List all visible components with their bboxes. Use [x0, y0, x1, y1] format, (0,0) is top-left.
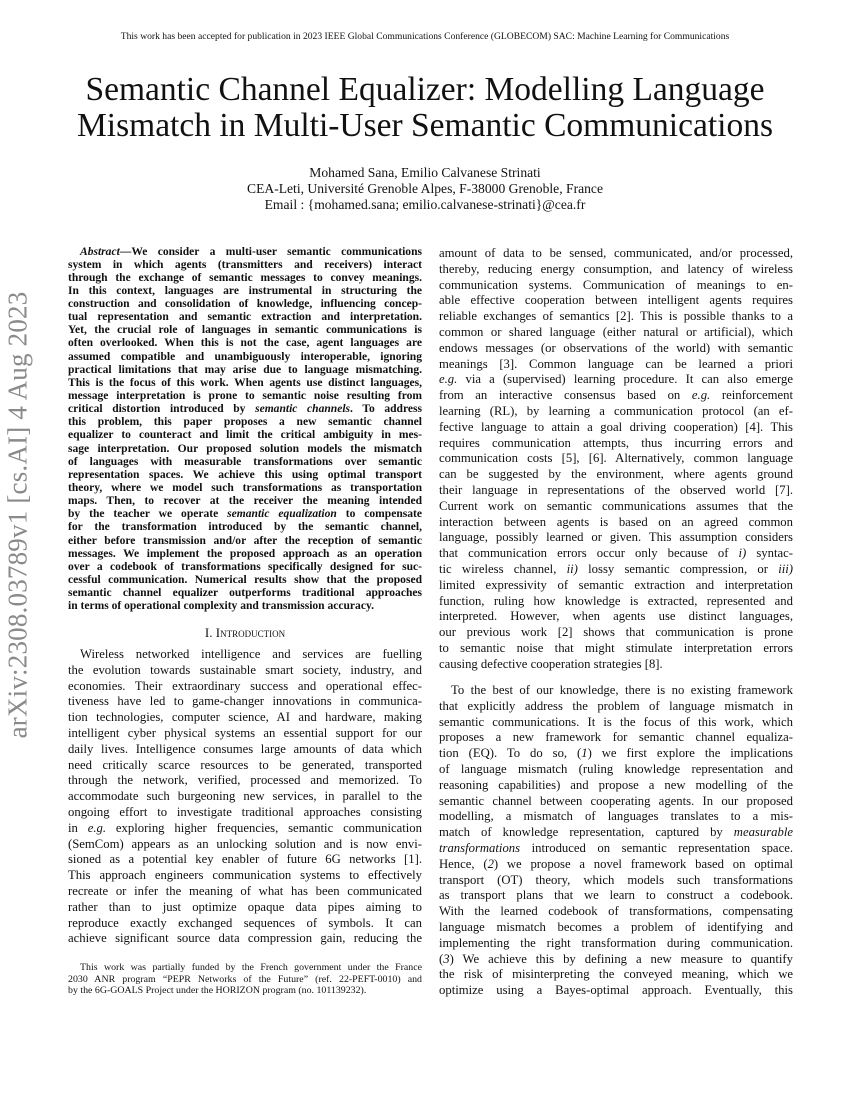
text-line [439, 293, 793, 309]
text-line [68, 298, 422, 311]
text-line [68, 364, 422, 377]
text-run: often overlooked. When this is not the case, agent languages are [68, 337, 422, 350]
text-line [439, 341, 793, 357]
text-line [439, 309, 793, 325]
text-run: proposes a new framework for semantic channel equaliza- [439, 730, 793, 745]
text-line [68, 587, 422, 600]
author-names: Mohamed Sana, Emilio Calvanese Strinati [309, 165, 541, 180]
title-line: Semantic Channel Equalizer: Modelling Language [85, 71, 765, 108]
text-run: achieve significant source data compression gain, reducing the [68, 931, 422, 946]
text-line [439, 246, 793, 262]
text-run: through the network, verified, processed and memorized. To [68, 773, 422, 788]
text-run: rather than to just optimize opaque data pipes aiming to [68, 899, 422, 914]
text-run: economies. Their extraordinary success and operational effec- [68, 678, 422, 693]
text-line [439, 857, 793, 873]
italic-text-run: 1 [581, 746, 588, 761]
text-run: semantic communications. It is the focus of this work, which [439, 714, 793, 729]
text-line [68, 931, 422, 947]
text-line [68, 962, 422, 974]
text-line [68, 574, 422, 587]
abstract [68, 246, 422, 614]
italic-text-run: i) [738, 546, 747, 561]
text-run: interaction between agents is based on an agreed common [439, 514, 793, 529]
italic-text-run: e.g. [691, 388, 711, 403]
text-run: learning (RL), by learning a communication protocol (an ef- [439, 403, 793, 418]
text-run: by the 6G-GOALS Project under the HORIZON program (no. 101139232). [68, 985, 367, 997]
text-line [439, 730, 793, 746]
text-line [439, 436, 793, 452]
text-run: Hence, ( [439, 856, 488, 871]
text-line [68, 852, 422, 868]
text-run: transport (OT) theory, which models such transformations [439, 872, 793, 887]
text-run: construction and consolidation of knowledge, influencing concep- [68, 298, 422, 311]
text-line [68, 694, 422, 710]
text-run: assumed compatible and unambiguously interoperable, ignoring [68, 350, 422, 363]
text-line [68, 985, 422, 997]
text-run: thereby, reducing energy consumption, and latency of wireless [439, 261, 793, 276]
text-line [68, 390, 422, 403]
text-line [68, 789, 422, 805]
text-run: to compensate [336, 508, 422, 521]
text-line [439, 594, 793, 610]
text-run: need critically scarce resources to be generated, transported [68, 757, 422, 772]
text-run: reinforcement [710, 388, 794, 403]
text-run: endows messages (or observations of the world) with semantic [439, 340, 793, 355]
text-run: syntac- [746, 546, 793, 561]
italic-text-run: Abstract [80, 245, 120, 258]
text-line [439, 499, 793, 515]
text-run: exploring higher frequencies, semantic communication [106, 820, 422, 835]
text-run: as transport plans that we learn to construct a codebook. [439, 888, 793, 903]
italic-text-run: 2 [487, 856, 494, 871]
text-run: Current work on semantic communications assumes that the [439, 498, 793, 513]
text-line [439, 952, 793, 968]
text-run: This is the focus of this work. When agents use distinct languages, [68, 376, 422, 389]
text-line [439, 262, 793, 278]
text-run: theory, where we model such transformations as transportation [68, 482, 422, 495]
text-run: interpreted. However, when agents use distinct languages, [439, 609, 793, 624]
text-line [68, 456, 422, 469]
text-run: ) we first explore the implications [587, 746, 793, 761]
text-line [68, 259, 422, 272]
text-run: recreate or infer the meaning of what has been communicated [68, 883, 422, 898]
text-line [439, 904, 793, 920]
text-line [439, 825, 793, 841]
text-run: language mismatch becomes a problem of identifying and [439, 919, 793, 934]
text-run: implementing the right transformation during communication. [439, 935, 793, 950]
text-line [68, 443, 422, 456]
text-run: Wireless networked intelligence and services are fuelling [80, 647, 422, 661]
text-run: this problem, this paper proposes a new semantic channel [68, 416, 422, 429]
text-run: communication costs [5], [6]. Alternatively, common language [439, 451, 793, 466]
italic-text-run: e.g. [87, 820, 107, 835]
italic-text-run: 3 [443, 951, 450, 966]
text-run: our previous work [2] shows that communication is prone [439, 625, 793, 640]
text-line [68, 429, 422, 442]
text-run: introduced on semantic representation space. [520, 840, 793, 855]
text-run: their language in representations of the observed world [7]. [439, 482, 793, 497]
text-run: tiveness have led to game-changer innovations in communica- [68, 694, 422, 709]
text-run: ongoing effort to investigate traditional approaches consisting [68, 804, 422, 819]
text-run: sage interpretation. Our proposed solution models the mismatch [68, 442, 422, 455]
text-run: able effective cooperation between intelligent agents requires [439, 293, 793, 308]
text-line [439, 699, 793, 715]
text-line [68, 916, 422, 932]
text-run: —We consider a multi-user semantic communications [119, 245, 422, 258]
italic-text-run: semantic channels [255, 403, 351, 416]
text-line [68, 821, 422, 837]
text-line [439, 809, 793, 825]
arxiv-stamp-text: arXiv:2308.03789v1 [cs.AI] 4 Aug 2023 [2, 291, 33, 739]
text-line [68, 837, 422, 853]
italic-text-run: iii) [778, 561, 793, 576]
text-line [68, 469, 422, 482]
text-run: through the exchange of semantic messages to convey meanings. [68, 271, 422, 284]
text-line [439, 325, 793, 341]
text-line [68, 600, 422, 613]
text-line [68, 482, 422, 495]
text-line [439, 467, 793, 483]
text-line [439, 967, 793, 983]
text-run: modelling, a mismatch of languages translates to a mis- [439, 809, 793, 824]
text-line [68, 548, 422, 561]
text-run: by the teacher we operate [68, 508, 228, 521]
text-line [439, 778, 793, 794]
text-line [439, 404, 793, 420]
text-run: message interpretation is prone to semantic noise resulting from [68, 390, 422, 403]
text-line [68, 495, 422, 508]
text-line [68, 337, 422, 350]
text-line [68, 742, 422, 758]
text-run: semantic channel equalizer outperforms traditional approaches [68, 587, 422, 600]
text-line [439, 562, 793, 578]
text-run: communication systems. Communication of meanings to en- [439, 277, 793, 292]
text-run: amount of data to be sensed, communicated, and/or processed, [439, 246, 793, 260]
text-line [68, 710, 422, 726]
text-run: messages. We implement the proposed approach as an operation [68, 547, 422, 560]
text-line [68, 647, 422, 663]
intro-paragraph [68, 647, 422, 947]
text-run: daily lives. Intelligence consumes large amounts of data which [68, 741, 422, 756]
italic-text-run: semantic equalization [227, 508, 337, 521]
text-run: intelligent cyber physical systems an essential support for our [68, 725, 422, 740]
text-run: either before transmission and/or after the reception of semantic [68, 534, 422, 547]
text-line [68, 535, 422, 548]
text-run: can be suggested by the environment, where agents ground [439, 467, 793, 482]
text-run: function, ruling how knowledge is extracted, represented and [439, 593, 793, 608]
paper-title [0, 72, 850, 143]
text-line [439, 920, 793, 936]
text-line [68, 663, 422, 679]
text-line [439, 372, 793, 388]
text-run: in [68, 820, 88, 835]
text-line [439, 936, 793, 952]
text-line [439, 715, 793, 731]
text-run: This work was partially funded by the French government under the France [80, 962, 422, 973]
text-line [439, 278, 793, 294]
text-run: optimize using a Bayes-optimal approach. Eventually, this [439, 983, 793, 998]
text-line [439, 873, 793, 889]
right-column-paragraph-2 [439, 683, 793, 999]
text-run: ( [439, 951, 444, 966]
text-run: tual representation and semantic extraction and interpretation. [68, 311, 422, 324]
text-line [439, 625, 793, 641]
text-run: meanings [3]. Common language can be learned a priori [439, 356, 793, 371]
text-run: equalizer to counteract and limit the critical ambiguity in mes- [68, 429, 422, 442]
publication-note: This work has been accepted for publication in 2023 IEEE Global Communications Conference (GLOBECOM) SAC: Machine Learning for Communications [120, 31, 730, 42]
text-line [439, 388, 793, 404]
text-run: With the learned codebook of transformations, compensating [439, 904, 793, 919]
text-run: language, possibly learned or given. This assumption considers [439, 530, 793, 545]
text-line [439, 515, 793, 531]
text-line [68, 272, 422, 285]
text-line [68, 805, 422, 821]
text-run: lossy semantic compression, or [577, 561, 779, 576]
text-line [439, 762, 793, 778]
text-line [439, 578, 793, 594]
text-run: cessful communication. Numerical results show that the proposed [68, 574, 422, 587]
text-run: reasoning capabilities) and propose a new modelling of the [439, 777, 793, 792]
text-run: sioned as a potential key enabler of future 6G networks [1]. [68, 852, 422, 867]
text-line [68, 311, 422, 324]
text-run: to semantic noise that might stimulate interpretation errors [439, 640, 793, 655]
text-run: tic wireless channel, [439, 561, 567, 576]
text-line [68, 900, 422, 916]
text-line [439, 451, 793, 467]
text-line [439, 794, 793, 810]
author-email: Email : {mohamed.sana; emilio.calvanese-strinati}@cea.fr [264, 197, 586, 212]
funding-footnote [68, 962, 422, 997]
text-run: 2030 ANR program “PEPR Networks of the Future” (ref. 22-PEFT-0010) and [68, 973, 422, 985]
italic-text-run: transformations [439, 840, 521, 855]
text-line [68, 285, 422, 298]
text-run: in terms of operational complexity and transmission accuracy. [68, 600, 374, 613]
text-line [68, 679, 422, 695]
text-line [68, 508, 422, 521]
text-run: practical limitations that may arise due to language mismatching. [68, 363, 422, 376]
text-line [68, 416, 422, 429]
text-line [439, 641, 793, 657]
author-block [0, 165, 850, 213]
text-line [68, 758, 422, 774]
text-line [68, 351, 422, 364]
text-run: accommodate such burgeoning new services, in parallel to the [68, 789, 422, 804]
text-run: reliable exchanges of semantics [2]. This is possible thanks to a [439, 309, 793, 324]
text-run: over a codebook of transformations specifically designed for suc- [68, 560, 422, 573]
text-run: from an interactive consensus based on [439, 388, 692, 403]
text-line [68, 561, 422, 574]
text-line [439, 483, 793, 499]
text-line [439, 530, 793, 546]
text-line [439, 609, 793, 625]
text-run: of language mismatch (ruling knowledge representation and [439, 761, 793, 776]
text-run: In this context, languages are instrumental in structuring the [68, 284, 422, 297]
right-column-paragraph-1 [439, 246, 793, 673]
text-run: ) we propose a novel framework based on optimal [493, 856, 793, 871]
text-line [68, 521, 422, 534]
text-run: (SemCom) appears as an unlocking solution and is now envi- [68, 836, 422, 851]
text-line [439, 746, 793, 762]
text-line [68, 974, 422, 986]
text-run: the evolution towards sustainable smart society, industry, and [68, 662, 422, 677]
title-line: Mismatch in Multi-User Semantic Communications [77, 106, 773, 144]
text-line [439, 357, 793, 373]
text-run: of languages with measurable transformations over semantic [68, 455, 422, 468]
section-heading-introduction: I. Introduction [204, 625, 286, 640]
text-run: . To address [350, 403, 422, 416]
text-line [68, 884, 422, 900]
text-line [68, 773, 422, 789]
text-run: This approach engineers communication systems to effectively [68, 868, 422, 883]
text-run: semantic channel between cooperating agents. In our proposed [439, 793, 793, 808]
text-line [439, 841, 793, 857]
author-affiliation: CEA-Leti, Université Grenoble Alpes, F-38000 Grenoble, France [247, 181, 603, 196]
text-line [439, 888, 793, 904]
text-run: for the transformation introduced by the semantic channel, [68, 521, 422, 534]
italic-text-run: e.g. [439, 372, 458, 387]
text-run: To the best of our knowledge, there is no existing framework [451, 683, 793, 697]
text-line [68, 403, 422, 416]
text-run: fective language to attain a goal driving cooperation) [4]. This [439, 419, 793, 434]
text-run: tion technologies, computer science, AI and hardware, making [68, 710, 422, 725]
text-run: common or shared language (either natural or artificial), which [439, 324, 793, 339]
text-line [68, 324, 422, 337]
italic-text-run: measurable [733, 825, 793, 840]
text-line [439, 546, 793, 562]
text-run: match of knowledge representation, captured by [439, 825, 734, 840]
text-run: Yet, the crucial role of languages in semantic communications is [68, 324, 422, 337]
text-line [439, 420, 793, 436]
text-line [439, 983, 793, 999]
text-run: requires communication attempts, thus incurring errors and [439, 435, 793, 450]
text-run: the risk of misinterpreting the conveyed meaning, which we [439, 967, 793, 982]
text-run: limited expressivity of semantic extraction and interpretation [439, 577, 793, 592]
text-line [68, 246, 422, 259]
text-run: ) We achieve this by defining a new measure to quantify [449, 951, 793, 966]
text-run: tion (EQ). To do so, ( [439, 746, 582, 761]
italic-text-run: ii) [566, 561, 578, 576]
text-run: critical distortion introduced by [68, 403, 256, 416]
text-run: causing defective cooperation strategies [8]. [439, 656, 663, 671]
text-run: via a (supervised) learning procedure. It can also emerge [457, 372, 793, 387]
text-run: that explicitly address the problem of language mismatch in [439, 698, 793, 713]
text-run: system in which agents (transmitters and receivers) interact [68, 258, 422, 271]
text-line [68, 377, 422, 390]
text-run: maps. Then, to recover at the receiver the meaning intended [68, 495, 422, 508]
text-run: that communication errors occur only because of [439, 546, 739, 561]
text-run: representation spaces. We achieve this using optimal transport [68, 468, 422, 481]
text-run: reproduce exactly exchanged sequences of symbols. It can [68, 915, 422, 930]
text-line [439, 683, 793, 699]
text-line [68, 726, 422, 742]
text-line [68, 868, 422, 884]
text-line [439, 657, 793, 673]
